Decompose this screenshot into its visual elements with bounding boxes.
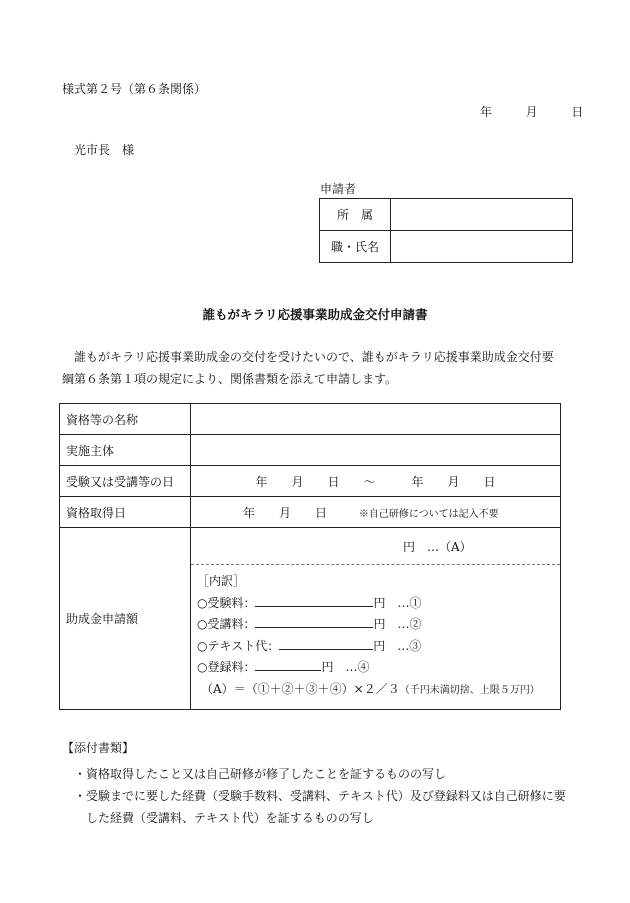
body-line-2: 綱第６条第１項の規定により、関係書類を添えて申請します。 xyxy=(62,372,398,386)
addressee: 光市長 様 xyxy=(74,143,135,157)
bullet: ・ xyxy=(74,789,87,803)
exam-date-label: 受験又は受講等の日 xyxy=(60,466,191,497)
breakdown-item-course-fee xyxy=(197,614,560,636)
organizer-label: 実施主体 xyxy=(60,435,191,466)
date-month: 月 xyxy=(525,105,538,119)
attachment-item: ・ 資格取得したこと又は自己研修が修了したことを証するものの写し xyxy=(74,763,574,785)
attachments-list xyxy=(74,763,574,829)
document-title: 誰もがキラリ応援事業助成金交付申請書 xyxy=(202,307,428,322)
applicant-label: 申請者 xyxy=(320,182,357,196)
course-fee-input[interactable] xyxy=(255,614,373,628)
date-year: 年 xyxy=(480,105,493,119)
exam-fee-input[interactable] xyxy=(255,593,373,607)
grant-cell xyxy=(191,528,561,710)
exam-fee-label: ○受験料： xyxy=(197,595,256,610)
grant-breakdown xyxy=(191,565,560,709)
bullet: ・ xyxy=(74,767,87,781)
qualification-name-label: 資格等の名称 xyxy=(60,404,191,435)
breakdown-label: ［内訳］ xyxy=(197,574,246,588)
name-label: 職・氏名 xyxy=(320,231,391,263)
formula-row xyxy=(197,679,560,702)
breakdown-item-exam-fee xyxy=(197,593,560,615)
textbook-fee-label: ○テキスト代： xyxy=(197,638,280,653)
registration-fee-label: ○登録料： xyxy=(197,660,256,674)
attachment-item: ・ 受験までに要した経費（受験手数料、受講料、テキスト代）及び登録料又は自己研修に要した経費（受講料、テキスト代）を証するものの写し xyxy=(74,785,574,829)
attachments-heading: 【添付書類】 xyxy=(62,741,135,755)
acquired-date-field[interactable] xyxy=(191,497,561,528)
name-field[interactable] xyxy=(391,231,573,263)
acquired-date-value: 年 月 日 xyxy=(243,505,328,520)
acquired-date-label: 資格取得日 xyxy=(60,497,191,528)
acquired-date-note: ※自己研修については記入不要 xyxy=(358,508,499,520)
affiliation-label: 所 属 xyxy=(320,199,391,231)
grant-total: 円 …（A） xyxy=(403,540,472,554)
formula: （A）＝（①＋②＋③＋④）×２／３ xyxy=(201,681,400,696)
textbook-fee-input[interactable] xyxy=(279,636,373,650)
body-text xyxy=(62,346,572,390)
application-table xyxy=(59,403,561,710)
registration-fee-unit: 円 …④ xyxy=(321,660,370,674)
registration-fee-input[interactable] xyxy=(255,657,321,671)
exam-date-field[interactable] xyxy=(191,466,561,497)
date-line xyxy=(480,103,583,120)
exam-fee-unit: 円 …① xyxy=(373,595,422,610)
grant-label: 助成金申請額 xyxy=(60,528,191,710)
body-line-1: 誰もがキラリ応援事業助成金の交付を受けたいので、誰もがキラリ応援事業助成金交付要 xyxy=(62,350,554,364)
qualification-name-field[interactable] xyxy=(191,404,561,435)
form-number: 様式第２号（第６条関係） xyxy=(62,82,207,96)
course-fee-label: ○受講料： xyxy=(197,617,256,631)
formula-note: （千円未満切捨、上限５万円） xyxy=(399,684,540,696)
breakdown-item-registration-fee xyxy=(197,657,560,679)
textbook-fee-unit: 円 …③ xyxy=(373,638,422,653)
affiliation-field[interactable] xyxy=(391,199,573,231)
course-fee-unit: 円 …② xyxy=(373,617,422,631)
organizer-field[interactable] xyxy=(191,435,561,466)
exam-date-value: 年 月 日 ～ 年 月 日 xyxy=(255,474,496,489)
breakdown-item-textbook-fee xyxy=(197,636,560,658)
grant-total-row[interactable] xyxy=(191,528,560,565)
applicant-table xyxy=(319,198,573,263)
date-day: 日 xyxy=(571,105,584,119)
